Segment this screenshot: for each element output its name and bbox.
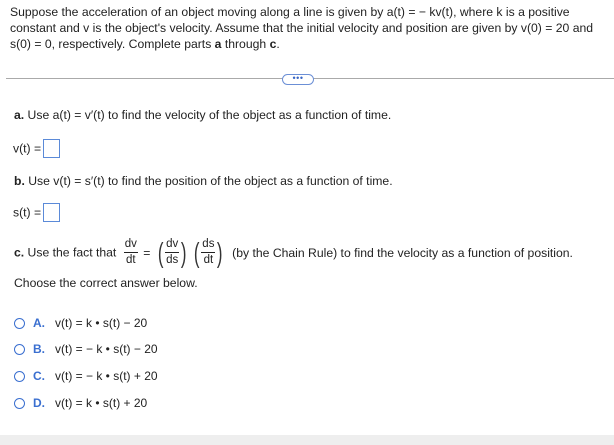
part-c-prompt	[14, 238, 573, 267]
radio-d[interactable]	[14, 398, 25, 409]
option-b[interactable]	[14, 340, 158, 358]
paren-group-2	[192, 238, 225, 267]
radio-c[interactable]	[14, 371, 25, 382]
velocity-answer-input[interactable]	[43, 139, 60, 158]
paren-group-1	[156, 238, 189, 267]
part-c-text-after: (by the Chain Rule) to find the velocity as a function of position.	[232, 245, 573, 260]
part-a-answer-row	[13, 139, 60, 158]
intro-text: Suppose the acceleration of an object moving along a line is given by a(t) = − kv(t), where k is a positive constant and v is the object's velocity. Assume that the initial velocity and position are given by v(0) = 20 and s(0) = 0, respectively. Complete parts	[10, 5, 594, 51]
part-a-text: Use a(t) = v′(t) to find the velocity of the object as a function of time.	[24, 108, 392, 122]
intro-part-c: c	[269, 37, 277, 51]
option-d-text: v(t) = k • s(t) + 20	[55, 396, 148, 410]
paren-open-icon: (	[157, 236, 164, 268]
option-c-letter: C.	[33, 369, 45, 383]
option-a[interactable]	[14, 314, 147, 332]
option-d-letter: D.	[33, 396, 45, 410]
option-a-text: v(t) = k • s(t) − 20	[55, 316, 148, 330]
fraction-dv-ds	[165, 238, 179, 267]
option-c-text: v(t) = − k • s(t) + 20	[55, 369, 158, 383]
equals-sign: =	[143, 245, 151, 260]
expand-more-button[interactable]: •••	[282, 74, 314, 85]
frac1-bar	[124, 252, 138, 253]
problem-statement	[10, 4, 608, 52]
intro-end: .	[276, 37, 280, 51]
part-c-text-before: Use the fact that	[24, 245, 117, 260]
intro-part-a: a	[214, 37, 222, 51]
option-c[interactable]	[14, 367, 158, 385]
intro-through: through	[221, 37, 270, 51]
option-b-text: v(t) = − k • s(t) − 20	[55, 342, 158, 356]
paren-open-icon: (	[193, 236, 200, 268]
position-answer-input[interactable]	[43, 203, 60, 222]
frac2-num: dv	[166, 238, 179, 250]
frac3-bar	[201, 252, 215, 253]
fraction-ds-dt	[201, 238, 215, 267]
part-c-label: c.	[14, 245, 25, 260]
fraction-dv-dt	[124, 238, 138, 267]
radio-b[interactable]	[14, 344, 25, 355]
velocity-answer-label: v(t) =	[13, 141, 42, 156]
part-a-label: a.	[14, 108, 25, 122]
frac1-num: dv	[124, 238, 137, 250]
paren-close-icon: )	[217, 236, 223, 268]
frac3-den: dt	[203, 254, 214, 266]
part-b-prompt	[14, 174, 393, 188]
choose-instruction: Choose the correct answer below.	[14, 276, 198, 290]
option-a-letter: A.	[33, 316, 45, 330]
radio-a[interactable]	[14, 318, 25, 329]
part-b-text: Use v(t) = s′(t) to find the position of the object as a function of time.	[24, 174, 393, 188]
part-b-answer-row	[13, 203, 60, 222]
option-b-letter: B.	[33, 342, 45, 356]
frac3-num: ds	[202, 238, 215, 250]
footer-bar	[0, 435, 614, 445]
frac1-den: dt	[125, 254, 136, 266]
frac2-den: ds	[166, 254, 179, 266]
frac2-bar	[165, 252, 179, 253]
position-answer-label: s(t) =	[13, 205, 42, 220]
part-b-label: b.	[14, 174, 25, 188]
part-a-prompt	[14, 108, 391, 122]
paren-close-icon: )	[181, 236, 187, 268]
option-d[interactable]	[14, 394, 147, 412]
